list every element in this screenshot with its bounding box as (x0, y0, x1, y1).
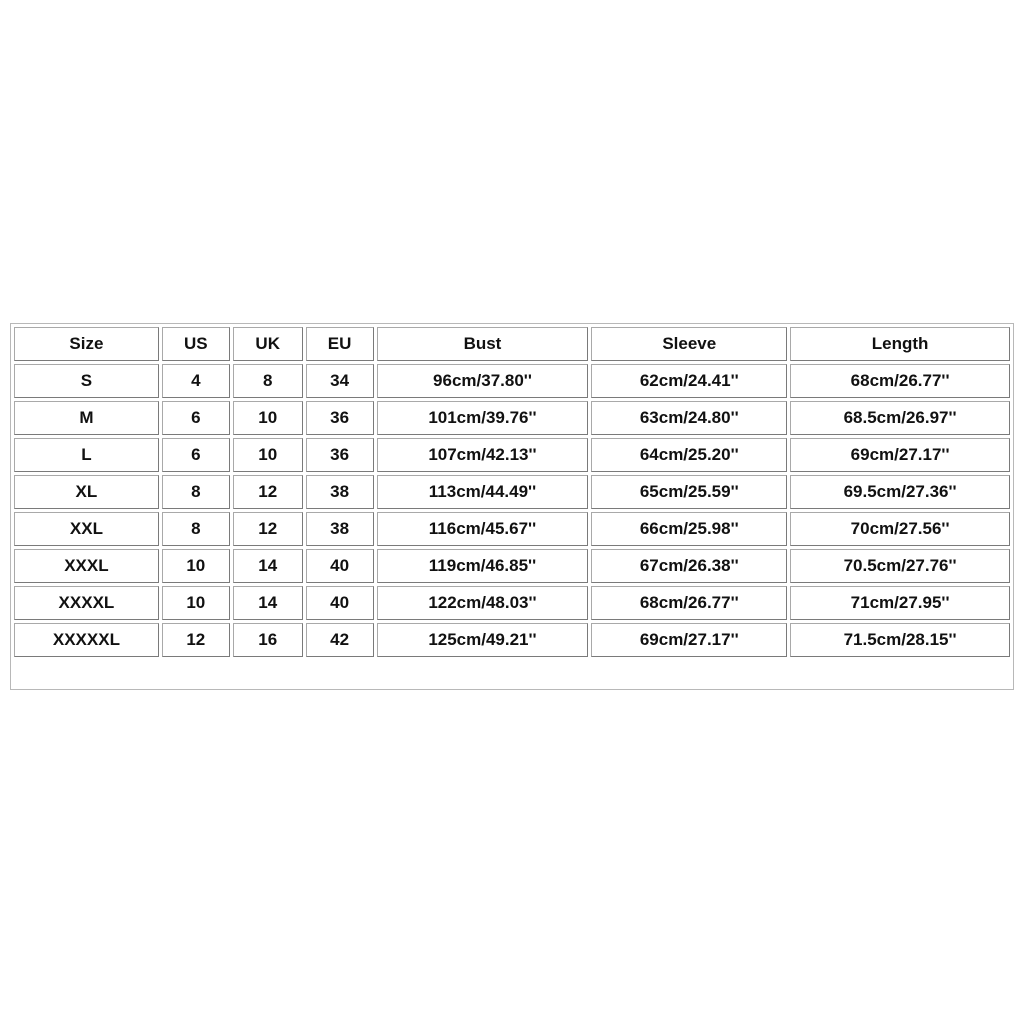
table-row (14, 623, 1010, 657)
eu-cell: 38 (306, 475, 374, 509)
uk-cell: 10 (233, 438, 303, 472)
sleeve-cell: 67cm/26.38'' (591, 549, 787, 583)
header-sleeve: Sleeve (591, 327, 787, 361)
header-size: Size (14, 327, 159, 361)
table-row (14, 364, 1010, 398)
us-cell: 8 (162, 512, 230, 546)
us-cell: 10 (162, 549, 230, 583)
bust-cell: 122cm/48.03'' (377, 586, 589, 620)
uk-cell: 8 (233, 364, 303, 398)
table-row (14, 475, 1010, 509)
size-cell: XXXL (14, 549, 159, 583)
eu-cell: 38 (306, 512, 374, 546)
us-cell: 4 (162, 364, 230, 398)
bust-cell: 116cm/45.67'' (377, 512, 589, 546)
size-cell: XXXXL (14, 586, 159, 620)
header-bust: Bust (377, 327, 589, 361)
size-cell: L (14, 438, 159, 472)
size-table (11, 324, 1013, 660)
table-row (14, 549, 1010, 583)
size-cell: M (14, 401, 159, 435)
length-cell: 68cm/26.77'' (790, 364, 1010, 398)
length-cell: 71.5cm/28.15'' (790, 623, 1010, 657)
bust-cell: 125cm/49.21'' (377, 623, 589, 657)
us-cell: 12 (162, 623, 230, 657)
length-cell: 68.5cm/26.97'' (790, 401, 1010, 435)
us-cell: 6 (162, 438, 230, 472)
size-cell: S (14, 364, 159, 398)
uk-cell: 12 (233, 475, 303, 509)
uk-cell: 16 (233, 623, 303, 657)
sleeve-cell: 69cm/27.17'' (591, 623, 787, 657)
eu-cell: 34 (306, 364, 374, 398)
size-cell: XL (14, 475, 159, 509)
sleeve-cell: 65cm/25.59'' (591, 475, 787, 509)
table-row (14, 438, 1010, 472)
uk-cell: 10 (233, 401, 303, 435)
length-cell: 71cm/27.95'' (790, 586, 1010, 620)
eu-cell: 36 (306, 438, 374, 472)
eu-cell: 42 (306, 623, 374, 657)
eu-cell: 40 (306, 549, 374, 583)
uk-cell: 12 (233, 512, 303, 546)
size-chart (10, 323, 1014, 690)
us-cell: 8 (162, 475, 230, 509)
bust-cell: 96cm/37.80'' (377, 364, 589, 398)
us-cell: 10 (162, 586, 230, 620)
bust-cell: 107cm/42.13'' (377, 438, 589, 472)
header-uk: UK (233, 327, 303, 361)
sleeve-cell: 68cm/26.77'' (591, 586, 787, 620)
us-cell: 6 (162, 401, 230, 435)
length-cell: 69.5cm/27.36'' (790, 475, 1010, 509)
bust-cell: 119cm/46.85'' (377, 549, 589, 583)
header-row (14, 327, 1010, 361)
size-cell: XXL (14, 512, 159, 546)
table-row (14, 586, 1010, 620)
bust-cell: 101cm/39.76'' (377, 401, 589, 435)
eu-cell: 36 (306, 401, 374, 435)
sleeve-cell: 62cm/24.41'' (591, 364, 787, 398)
length-cell: 70cm/27.56'' (790, 512, 1010, 546)
eu-cell: 40 (306, 586, 374, 620)
sleeve-cell: 63cm/24.80'' (591, 401, 787, 435)
size-cell: XXXXXL (14, 623, 159, 657)
table-row (14, 512, 1010, 546)
bust-cell: 113cm/44.49'' (377, 475, 589, 509)
header-eu: EU (306, 327, 374, 361)
sleeve-cell: 66cm/25.98'' (591, 512, 787, 546)
header-length: Length (790, 327, 1010, 361)
length-cell: 69cm/27.17'' (790, 438, 1010, 472)
length-cell: 70.5cm/27.76'' (790, 549, 1010, 583)
header-us: US (162, 327, 230, 361)
table-row (14, 401, 1010, 435)
uk-cell: 14 (233, 549, 303, 583)
sleeve-cell: 64cm/25.20'' (591, 438, 787, 472)
uk-cell: 14 (233, 586, 303, 620)
